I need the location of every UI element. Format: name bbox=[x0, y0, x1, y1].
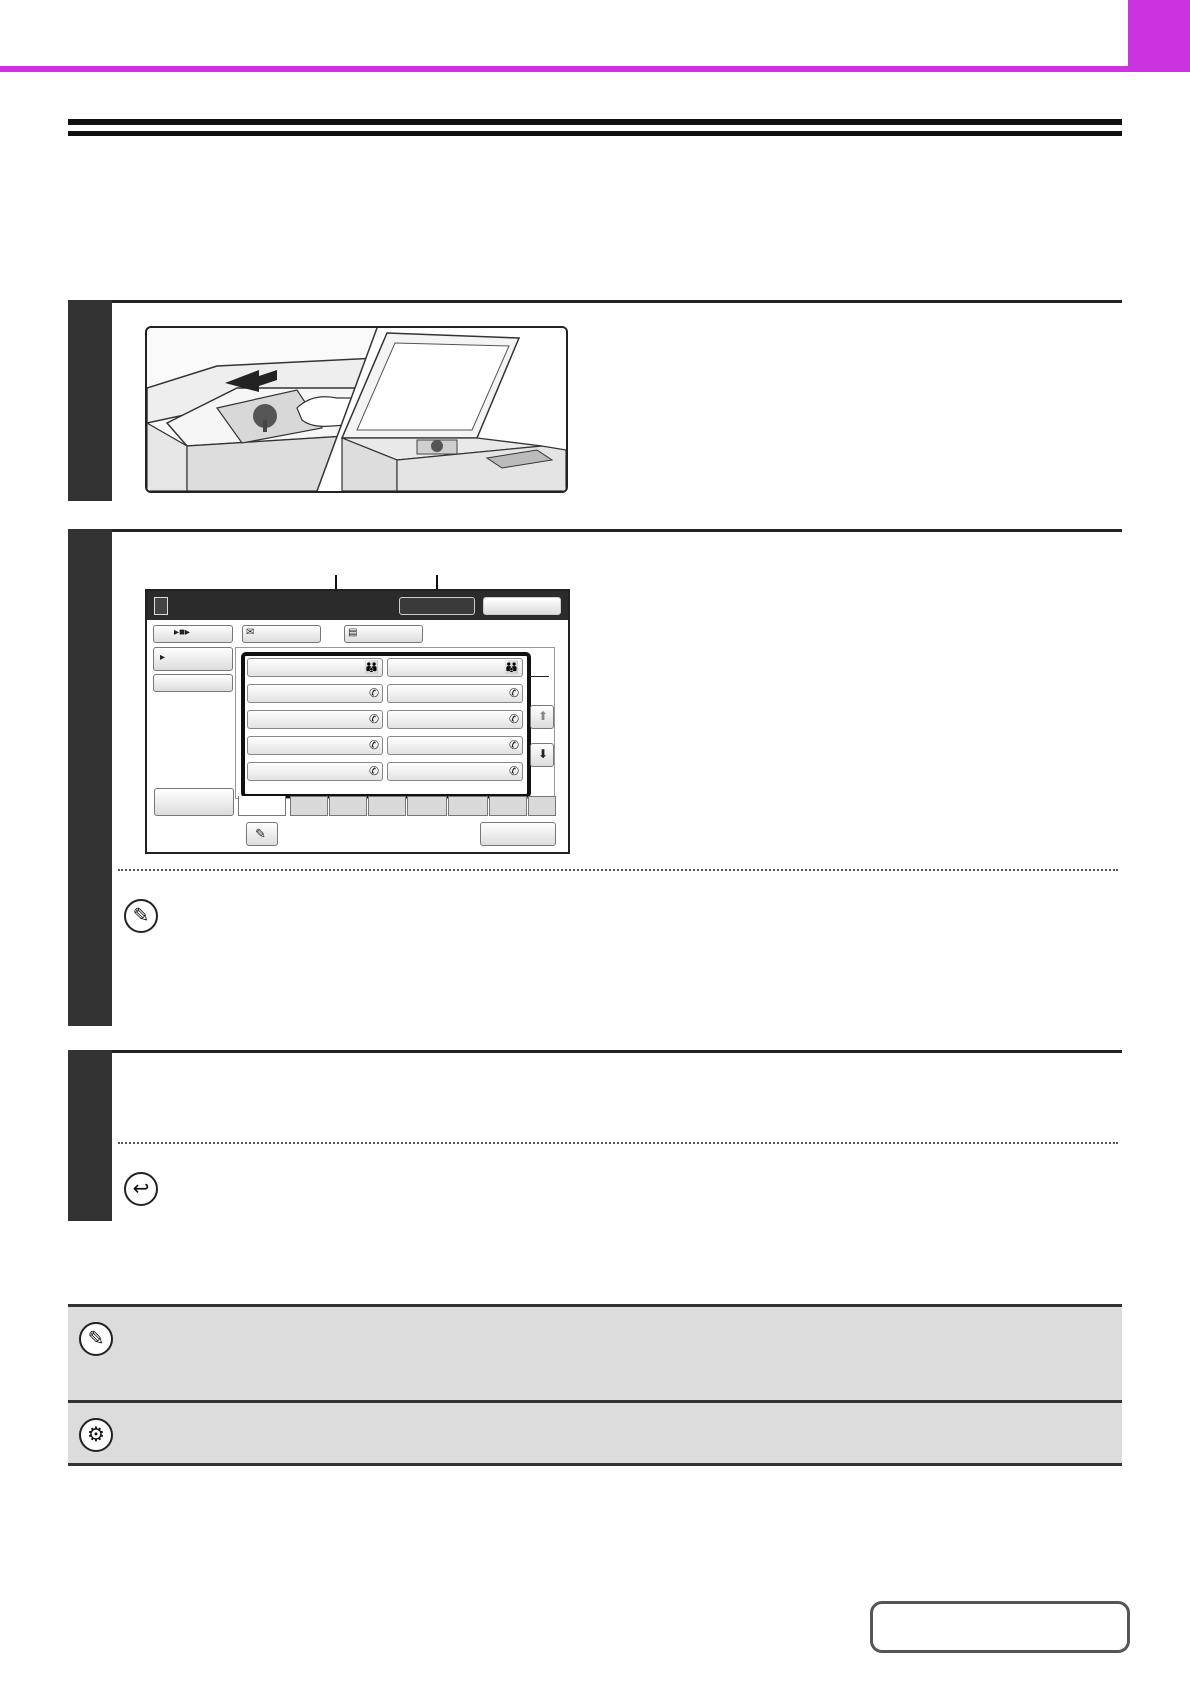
arrow-up-icon: ⬆ bbox=[538, 709, 549, 723]
phone-icon: ✆ bbox=[368, 686, 379, 700]
pencil-icon: ✎ bbox=[124, 899, 158, 933]
document-feeder-drawing bbox=[147, 328, 566, 491]
address-book-touch-panel bbox=[145, 589, 570, 854]
scroll-up-button[interactable] bbox=[530, 705, 554, 729]
address-key-fax-1[interactable] bbox=[247, 684, 383, 703]
phone-icon: ✆ bbox=[508, 686, 519, 700]
address-key-fax-4[interactable] bbox=[387, 710, 523, 729]
condition-button[interactable] bbox=[153, 647, 233, 671]
step-2-separator bbox=[118, 869, 1118, 871]
address-key-fax-8[interactable] bbox=[387, 762, 523, 781]
gears-icon: ⚙ bbox=[79, 1418, 113, 1452]
index-tab[interactable] bbox=[489, 796, 527, 816]
address-key-fax-2[interactable] bbox=[387, 684, 523, 703]
note-box bbox=[68, 1304, 1122, 1401]
index-tab[interactable] bbox=[368, 796, 406, 816]
address-key-group-2[interactable] bbox=[387, 658, 523, 677]
step-2-sidebar bbox=[68, 529, 112, 1026]
index-tab[interactable] bbox=[407, 796, 447, 816]
document-feeder-illustration bbox=[145, 326, 568, 493]
address-key-fax-7[interactable] bbox=[247, 762, 383, 781]
step-3-sidebar bbox=[68, 1050, 112, 1221]
phone-icon: ✆ bbox=[508, 738, 519, 752]
step-2-rule bbox=[68, 529, 1122, 532]
arrow-down-icon: ⬇ bbox=[538, 747, 549, 761]
fax-icon: ▤ bbox=[348, 627, 358, 638]
address-key-group-1[interactable] bbox=[247, 658, 383, 677]
step-3-separator bbox=[118, 1142, 1118, 1144]
index-tab-selected[interactable] bbox=[238, 796, 286, 816]
scroll-down-button[interactable] bbox=[530, 743, 554, 767]
edit-pencil-icon: ✎ bbox=[255, 826, 266, 841]
header-accent-bar bbox=[0, 66, 1190, 72]
sort-arrows-icon: ▸■▸ bbox=[174, 627, 191, 638]
page-indicator bbox=[529, 676, 549, 677]
email-filter-button[interactable] bbox=[242, 625, 321, 643]
phone-icon: ✆ bbox=[368, 712, 379, 726]
address-key-fax-6[interactable] bbox=[387, 736, 523, 755]
fax-filter-button[interactable] bbox=[344, 625, 423, 643]
group-person-icon: 👪 bbox=[504, 660, 519, 674]
page-number-box bbox=[870, 1601, 1130, 1653]
search-number-button[interactable] bbox=[154, 788, 234, 816]
phone-icon: ✆ bbox=[368, 738, 379, 752]
return-arrow-icon: ↩ bbox=[124, 1172, 158, 1206]
phone-icon: ✆ bbox=[508, 712, 519, 726]
ok-button[interactable] bbox=[480, 822, 556, 846]
settings-box bbox=[68, 1400, 1122, 1465]
index-tab[interactable] bbox=[528, 796, 556, 816]
group-person-icon: 👪 bbox=[364, 660, 379, 674]
pencil-icon: ✎ bbox=[79, 1322, 113, 1356]
panel-tab-selected[interactable] bbox=[399, 597, 475, 615]
option-button[interactable] bbox=[153, 674, 233, 692]
notes-bottom-rule bbox=[68, 1463, 1122, 1466]
title-rule-bottom bbox=[68, 131, 1122, 136]
panel-tab[interactable] bbox=[483, 597, 561, 615]
edit-button[interactable] bbox=[246, 822, 278, 846]
address-book-icon bbox=[154, 597, 168, 615]
title-rule-top bbox=[68, 119, 1122, 125]
address-key-fax-3[interactable] bbox=[247, 710, 383, 729]
index-tab[interactable] bbox=[329, 796, 367, 816]
index-tab[interactable] bbox=[448, 796, 488, 816]
step-3-rule bbox=[68, 1050, 1122, 1053]
phone-icon: ✆ bbox=[368, 764, 379, 778]
index-tab[interactable] bbox=[290, 796, 328, 816]
mail-icon: ✉ bbox=[246, 627, 255, 638]
chapter-tab[interactable] bbox=[1128, 0, 1190, 72]
play-icon: ▸ bbox=[160, 652, 166, 663]
step-1-sidebar bbox=[68, 300, 112, 501]
sort-button[interactable] bbox=[153, 625, 233, 643]
step-1-rule bbox=[68, 300, 1122, 303]
address-key-fax-5[interactable] bbox=[247, 736, 383, 755]
phone-icon: ✆ bbox=[508, 764, 519, 778]
